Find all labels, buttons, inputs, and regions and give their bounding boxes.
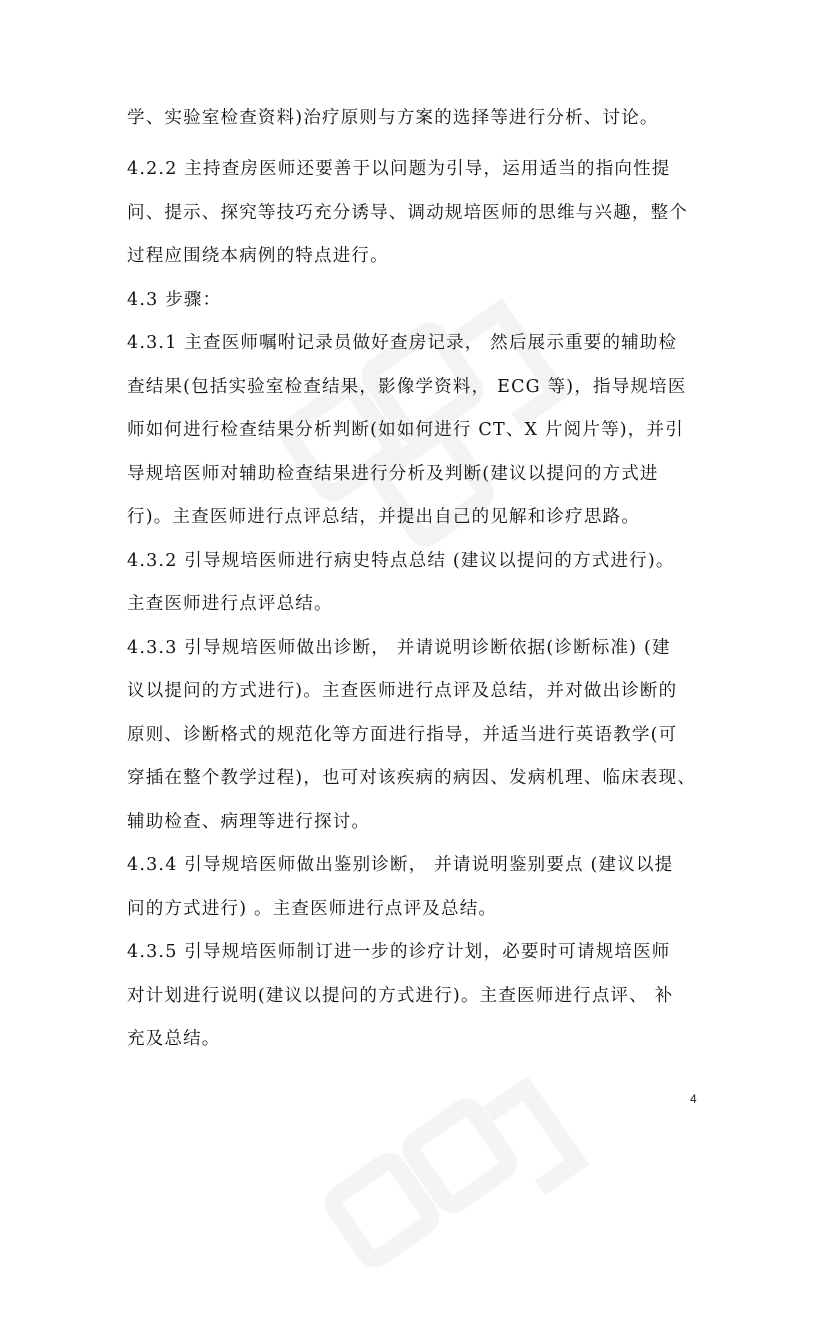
paragraph-line: 学、实验室检查资料)治疗原则与方案的选择等进行分析、讨论。 <box>127 108 659 128</box>
paragraph-line: 查结果(包括实验室检查结果，影像学资料， ECG 等)，指导规培医 <box>127 377 687 397</box>
watermark-logo-icon <box>300 1040 600 1340</box>
paragraph-line: 4.3.5 引导规培医师制订进一步的诊疗计划，必要时可请规培医师 <box>127 942 671 962</box>
paragraph-line: 4.3.3 引导规培医师做出诊断， 并请说明诊断依据(诊断标准) (建 <box>127 638 671 658</box>
section-heading: 4.3 步骤： <box>127 290 222 310</box>
paragraph-line: 问的方式进行) 。主查医师进行点评及总结。 <box>127 899 498 919</box>
paragraph-line: 导规培医师对辅助检查结果进行分析及判断(建议以提问的方式进 <box>127 464 659 484</box>
page-number: 4 <box>690 1092 697 1106</box>
paragraph-line: 行)。主查医师进行点评总结，并提出自己的见解和诊疗思路。 <box>127 507 640 527</box>
paragraph-line: 4.2.2 主持查房医师还要善于以问题为引导，运用适当的指向性提 <box>127 159 671 179</box>
paragraph-line: 4.3.2 引导规培医师进行病史特点总结 (建议以提问的方式进行)。 <box>127 551 675 571</box>
paragraph-line: 4.3.4 引导规培医师做出鉴别诊断， 并请说明鉴别要点 (建议以提 <box>127 855 674 875</box>
paragraph-line: 师如何进行检查结果分析判断(如如何进行 CT、X 片阅片等)，并引 <box>127 420 684 440</box>
paragraph-line: 充及总结。 <box>127 1029 221 1049</box>
paragraph-line: 主查医师进行点评总结。 <box>127 594 333 614</box>
paragraph-line: 穿插在整个教学过程)，也可对该疾病的病因、发病机理、临床表现、 <box>127 768 697 788</box>
paragraph-line: 原则、诊断格式的规范化等方面进行指导，并适当进行英语教学(可 <box>127 725 678 745</box>
paragraph-line: 辅助检查、病理等进行探讨。 <box>127 812 371 832</box>
paragraph-line: 议以提问的方式进行)。主查医师进行点评及总结，并对做出诊断的 <box>127 681 678 701</box>
paragraph-line: 4.3.1 主查医师嘱咐记录员做好查房记录， 然后展示重要的辅助检 <box>127 333 678 353</box>
paragraph-line: 过程应围绕本病例的特点进行。 <box>127 246 389 266</box>
paragraph-line: 问、提示、探究等技巧充分诱导、调动规培医师的思维与兴趣，整个 <box>127 203 688 223</box>
paragraph-line: 对计划进行说明(建议以提问的方式进行)。主查医师进行点评、 补 <box>127 986 674 1006</box>
